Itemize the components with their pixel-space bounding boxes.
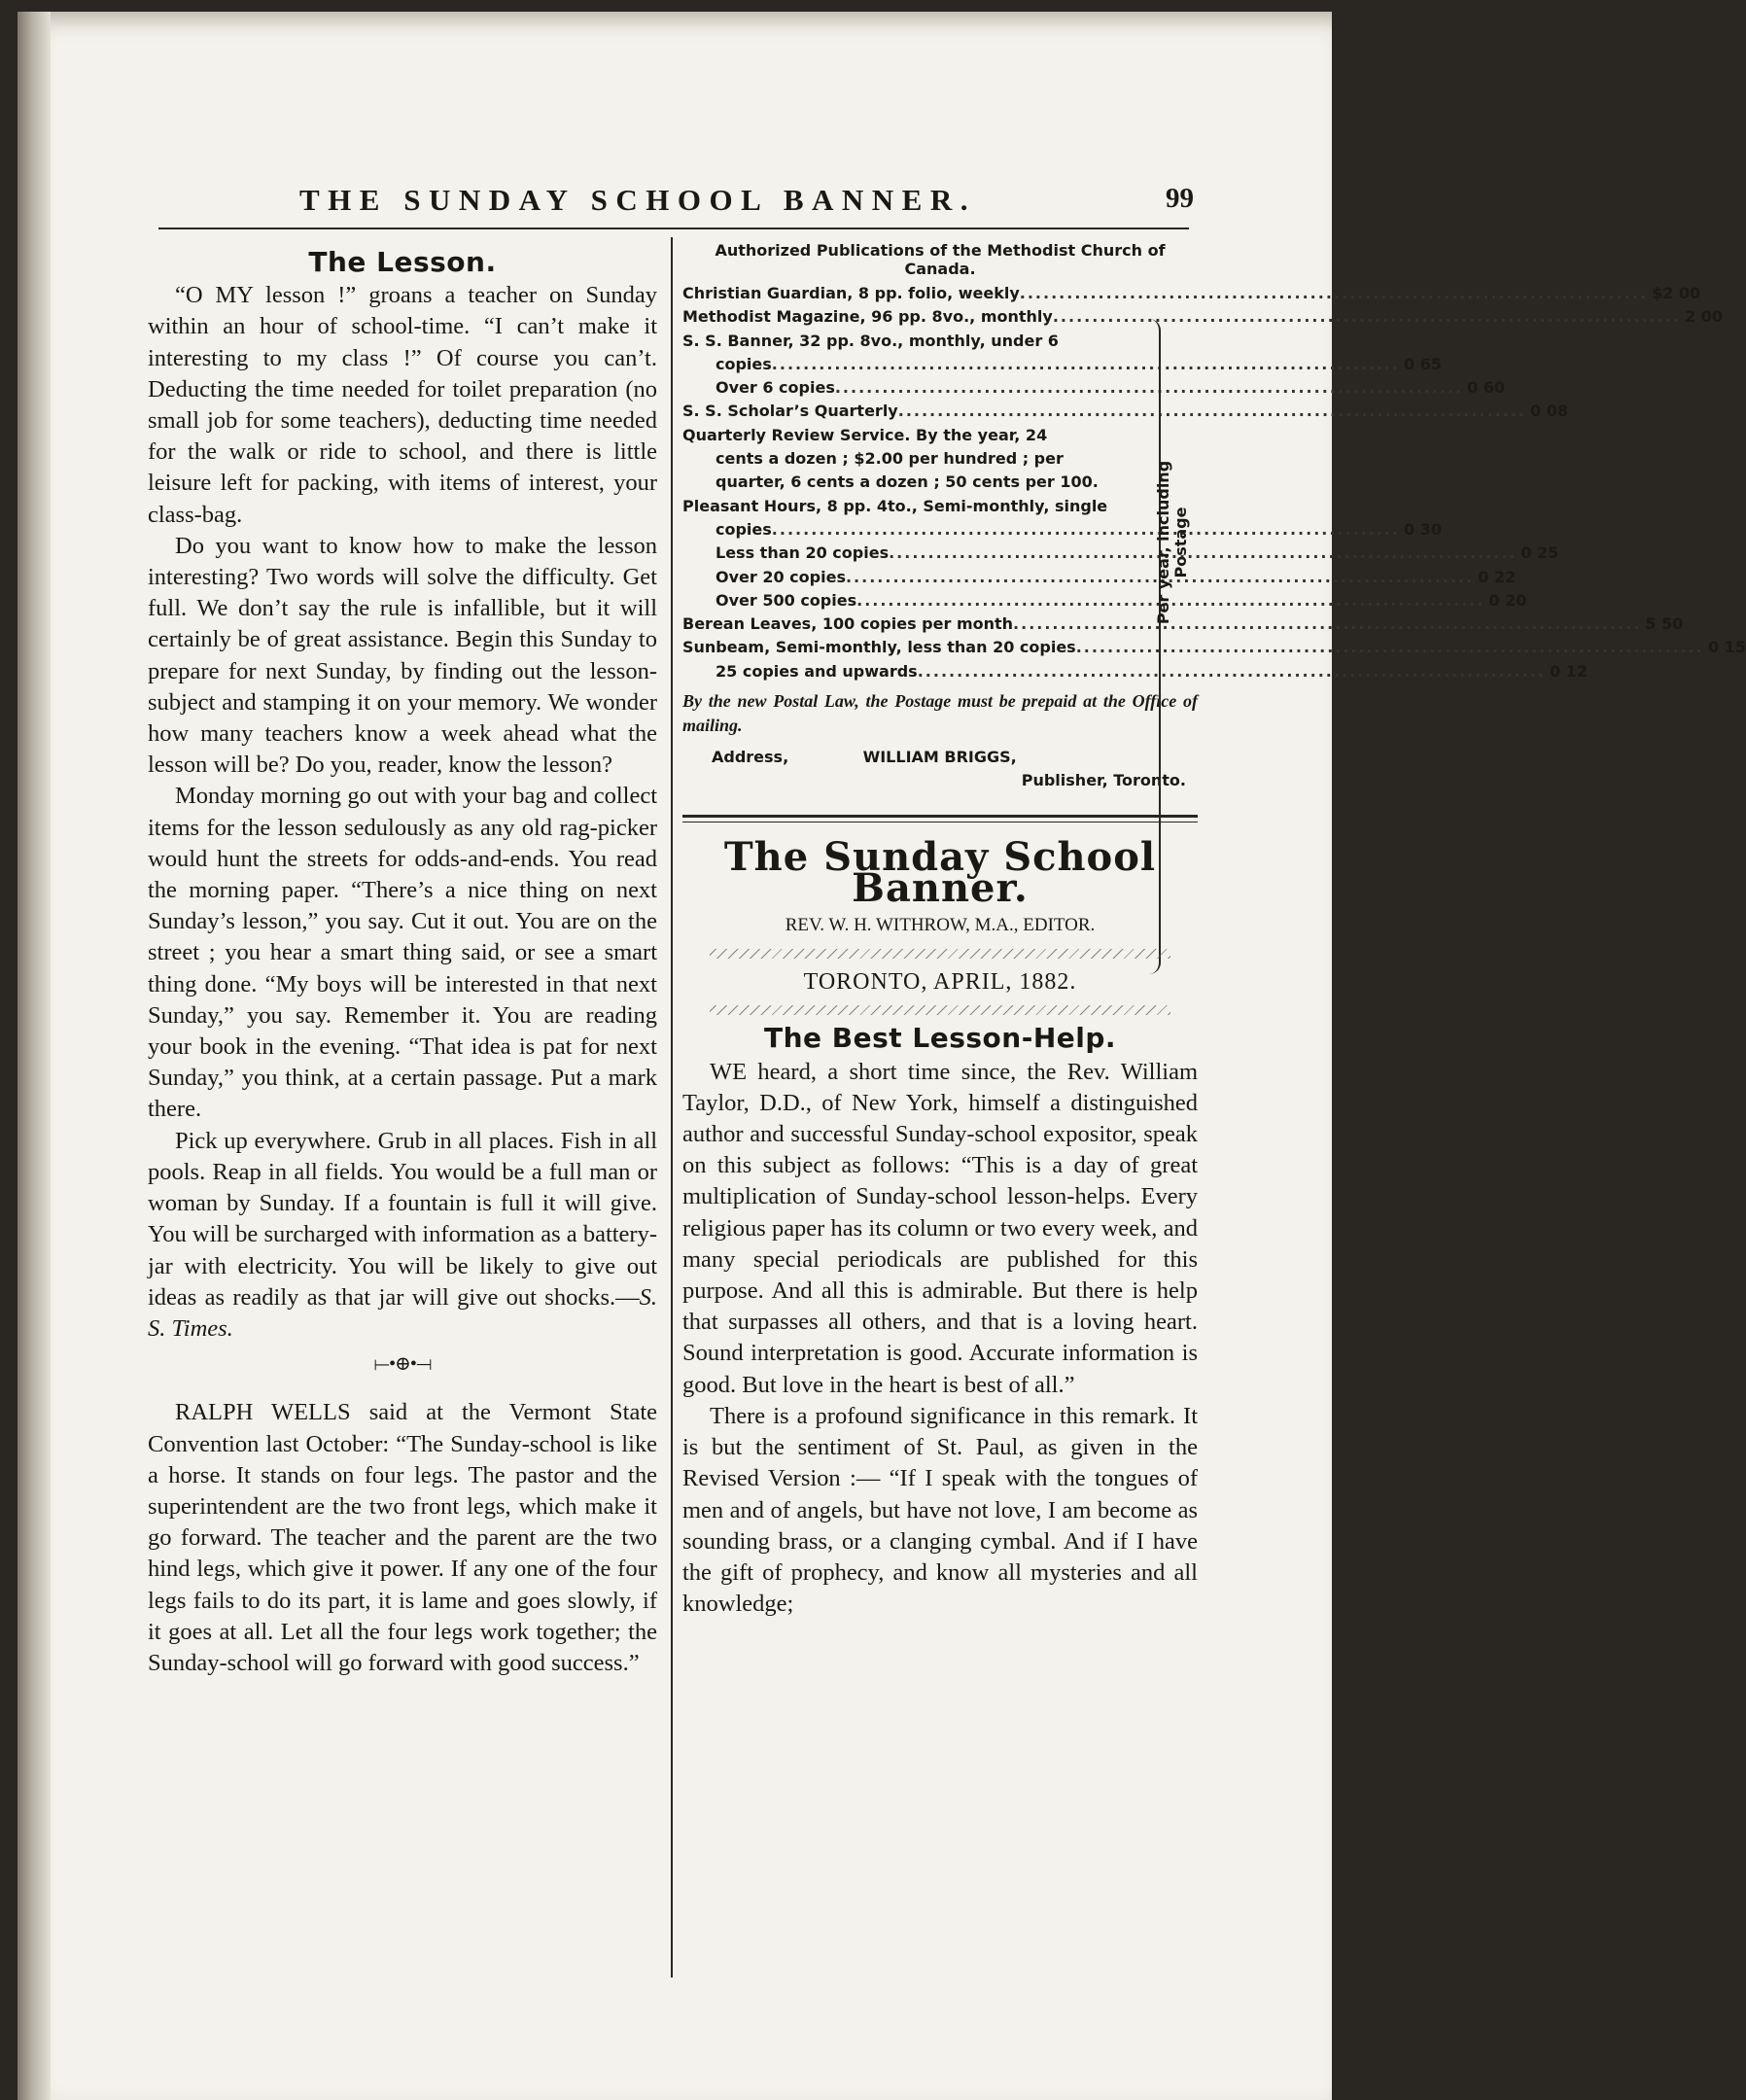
brace-note: Per year, including Postage <box>1154 460 1190 625</box>
publication-label: Over 500 copies <box>716 590 857 610</box>
address-line <box>682 746 1198 769</box>
double-rule <box>682 815 1198 822</box>
lesson-paragraph-1: “O MY lesson !” groans a teacher on Sunday within an hour of school-time. “I can’t make it interesting to my class !” Of course you can’t. Deducting the time needed for toilet preparation (no small job for some teachers), deducting time needed for the walk or ride to school, and there is little leisure left for packing, with items of interest, your class-bag. <box>148 282 657 528</box>
publication-row <box>682 376 1506 400</box>
publisher-line: Publisher, Toronto. <box>1021 771 1186 790</box>
wavy-rule-top <box>710 949 1170 959</box>
publication-row <box>682 471 1180 494</box>
editor-line: REV. W. H. WITHROW, M.A., EDITOR. <box>785 915 1096 936</box>
section-divider: ⟝•⊕•⟞ <box>373 1353 432 1376</box>
publication-row <box>682 353 1443 376</box>
publication-label: Over 20 copies <box>716 567 846 586</box>
publication-row <box>682 566 1517 589</box>
publication-label: S. S. Scholar’s Quarterly <box>682 402 898 421</box>
best-lesson-heading: The Best Lesson-Help. <box>763 1022 1117 1055</box>
publication-label: copies <box>716 519 772 539</box>
leader-dots <box>772 353 1400 376</box>
publication-label: Sunbeam, Semi-monthly, less than 20 copies <box>682 638 1076 657</box>
publication-row <box>682 589 1527 612</box>
masthead: The Sunday School Banner. <box>723 833 1157 911</box>
publication-row <box>682 542 1559 565</box>
publication-price: 0 12 <box>1549 661 1588 681</box>
publication-row <box>682 330 1147 353</box>
publications-list <box>682 241 1746 793</box>
lesson-paragraph-4 <box>148 1126 657 1345</box>
left-column <box>148 241 657 1679</box>
dateline: TORONTO, APRIL, 1882. <box>803 969 1077 996</box>
publication-price: 0 60 <box>1467 378 1506 398</box>
publication-label: Over 6 copies <box>716 378 835 398</box>
right-column <box>682 241 1746 1620</box>
page-number: 99 <box>1166 183 1194 214</box>
lesson-signature: S. S. Times. <box>148 1283 657 1342</box>
publication-price: 0 65 <box>1404 354 1443 373</box>
wells-text: said at the Vermont State Convention last October: “The Sunday-school is like a horse. It stands on four legs. The pastor and the superintendent are the two front legs, which make it go forward. The teacher and the parent are the two hind legs, which give it power. If any one of the four legs fails to do its part, it is lame and goes slowly, if it goes at all. Let all the four legs work together; the Sunday-school will go forward with good success.” <box>148 1399 657 1676</box>
publication-label: copies <box>716 354 772 373</box>
address-name: WILLIAM BRIGGS, <box>862 748 1017 767</box>
publication-row <box>682 612 1684 636</box>
publication-row <box>682 447 1180 471</box>
publication-price: 0 15 <box>1707 638 1746 657</box>
publication-price: 2 00 <box>1685 307 1724 327</box>
address-label: Address, <box>712 748 789 767</box>
publication-label: S. S. Banner, 32 pp. 8vo., monthly, under 6 <box>682 331 1059 350</box>
publications-rows <box>682 282 1746 683</box>
wells-name: RALPH WELLS <box>175 1399 351 1426</box>
leader-dots <box>918 660 1546 683</box>
publication-row <box>682 400 1568 423</box>
lesson-heading: The Lesson. <box>308 246 497 278</box>
publications-title: Authorized Publications of the Methodist Church of Canada. <box>715 241 1166 278</box>
publication-price: $2 00 <box>1652 284 1701 302</box>
leader-dots <box>1020 282 1648 305</box>
publication-label: Christian Guardian, 8 pp. folio, weekly <box>682 284 1020 302</box>
leader-dots <box>1053 305 1681 329</box>
publication-price: 0 25 <box>1520 543 1559 563</box>
lesson-paragraph-4-text: Pick up everywhere. Grub in all places. Fish in all pools. Reap in all fields. You would be a full man or woman by Sunday. If a fountain is full it will give. You will be surcharged with information as a battery-jar with electricity. You will be likely to give out ideas as readily as that jar will give out shocks.— <box>148 1127 657 1311</box>
lesson-paragraph-3: Monday morning go out with your bag and collect items for the lesson sedulously as any old rag-picker would hunt the streets for odds-and-ends. You read the morning paper. “There’s a nice thing on next Sunday’s lesson,” you say. Cut it out. You are on the street ; you hear a smart thing said, or see a smart thing done. “My boys will be interested in that next Sunday,” you say. Remember it. You are reading your book in the evening. “That idea is pat for next Sunday,” you think, at a certain passage. Put a mark there. <box>148 783 657 1123</box>
page-header <box>299 183 1194 222</box>
publication-label: Berean Leaves, 100 copies per month <box>682 614 1014 634</box>
publication-row <box>682 636 1746 659</box>
best-paragraph-2: There is a profound significance in this remark. It is but the sentiment of St. Paul, as given in the Revised Version :— “If I speak with the tongues of men and of angels, but have not love, I am become as sounding brass, or a clanging cymbal. And if I have the gift of prophecy, and know all mysteries and all knowledge; <box>682 1402 1198 1618</box>
publication-label: 25 copies and upwards <box>716 661 918 681</box>
wells-paragraph <box>148 1397 657 1679</box>
leader-dots <box>772 518 1400 542</box>
publication-label: cents a dozen ; $2.00 per hundred ; per <box>716 449 1064 469</box>
publication-price: 0 20 <box>1488 590 1527 610</box>
leader-dots <box>889 542 1517 565</box>
publication-label: Less than 20 copies <box>716 543 890 563</box>
scanned-page <box>17 12 1746 2100</box>
leader-dots <box>898 400 1526 423</box>
publication-row <box>682 495 1147 518</box>
best-paragraph-1: WE heard, a short time since, the Rev. William Taylor, D.D., of New York, himself a distinguished author and successful Sunday-school expositor, speak on this subject as follows: “This is a day of great multiplication of Sunday-school lesson-helps. Every religious paper has its column or two every week, and many special periodicals are published for this purpose. And all this is admirable. But there is help that surpasses all others, and that is a loving heart. Sound interpretation is good. Accurate information is good. But love in the heart is best of all.” <box>682 1058 1198 1398</box>
leader-dots <box>1013 612 1641 636</box>
running-title: THE SUNDAY SCHOOL BANNER. <box>299 183 976 217</box>
publication-row <box>682 282 1701 305</box>
publication-label: Methodist Magazine, 96 pp. 8vo., monthly <box>682 307 1053 327</box>
wavy-rule-bottom <box>710 1005 1170 1015</box>
publication-row <box>682 518 1443 542</box>
postal-note: By the new Postal Law, the Postage must be prepaid at the Office of mailing. <box>682 691 1198 736</box>
publication-price: 0 08 <box>1529 402 1568 421</box>
publication-label: Quarterly Review Service. By the year, 24 <box>682 425 1048 444</box>
lesson-paragraph-2: Do you want to know how to make the lesson interesting? Two words will solve the difficulty. Get full. We don’t say the rule is infallible, but it will certainly be of great assistance. Begin this Sunday to prepare for next Sunday, by finding out the lesson-subject and stamping it on your memory. We wonder how many teachers know a week ahead what the lesson will be? Do you, reader, know the lesson? <box>148 532 657 779</box>
book-spine-shadow <box>17 12 51 2100</box>
publication-price: 0 30 <box>1404 519 1443 539</box>
publication-row <box>682 424 1147 447</box>
publication-price: 5 50 <box>1645 614 1684 634</box>
publication-row <box>682 305 1724 329</box>
header-rule <box>158 228 1189 229</box>
publication-row <box>682 660 1588 683</box>
publication-price: 0 22 <box>1478 567 1517 586</box>
publication-label: Pleasant Hours, 8 pp. 4to., Semi-monthly, single <box>682 496 1108 515</box>
column-rule <box>671 237 673 1978</box>
publication-label: quarter, 6 cents a dozen ; 50 cents per 100. <box>716 472 1099 492</box>
